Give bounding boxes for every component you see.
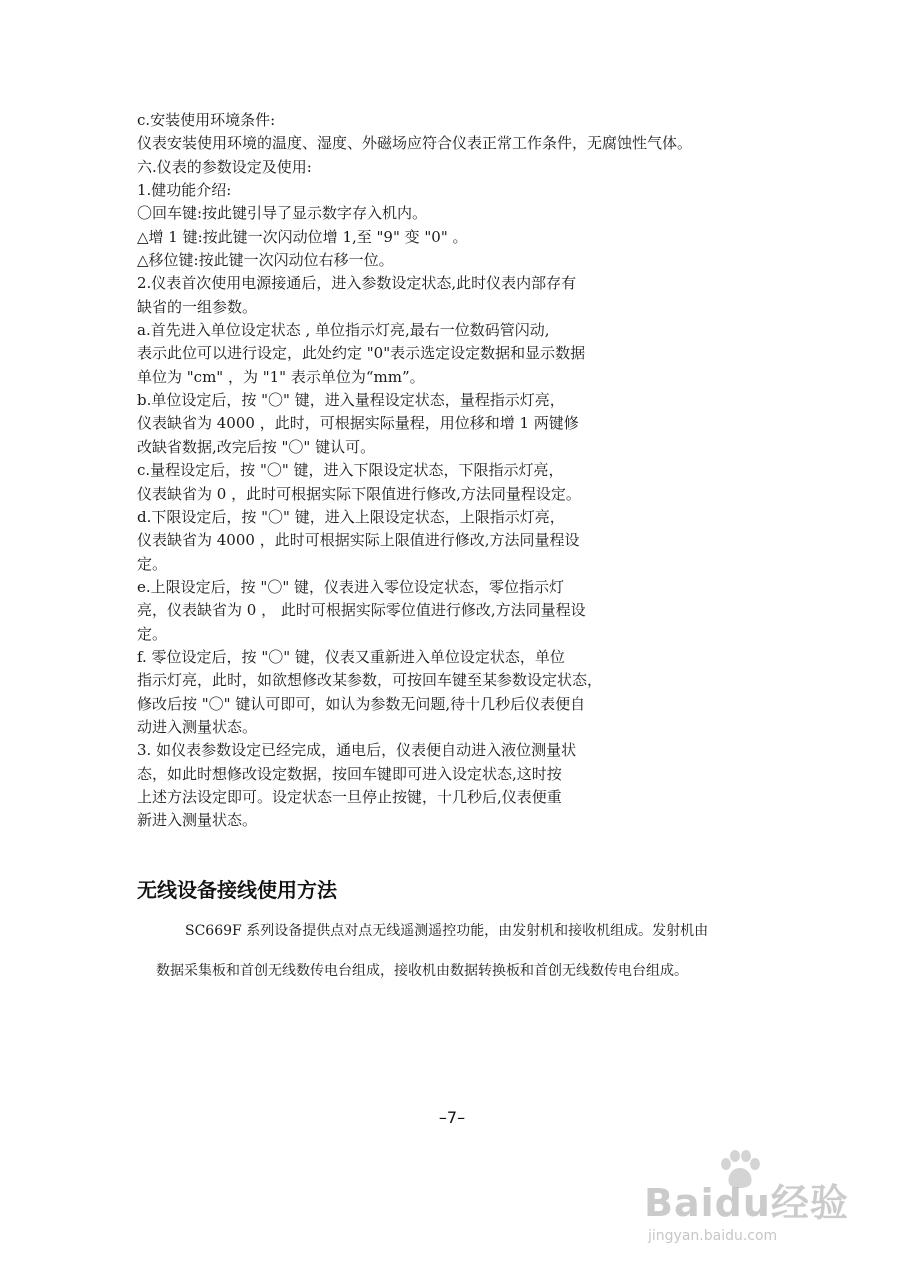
- text-line: c.安装使用环境条件:: [137, 111, 276, 129]
- text-line: 1.健功能介绍:: [137, 181, 232, 200]
- text-line: 上述方法设定即可。设定状态一旦停止按键，十几秒后,仪表便重: [137, 787, 562, 806]
- text-line: 指示灯亮，此时，如欲想修改某参数，可按回车键至某参数设定状态，: [137, 671, 603, 690]
- text-line: 仪表缺省为 4000 ，此时，可根据实际量程，用位移和增 1 两键修: [137, 414, 579, 433]
- paragraph-line: 数据采集板和首创无线数传电台组成，接收机由数据转换板和首创无线数传电台组成。: [156, 963, 688, 979]
- text-line: 缺省的一组参数。: [137, 297, 258, 316]
- text-line: 仪表缺省为 0 ，此时可根据实际下限值进行修改,方法同量程设定。: [137, 484, 581, 503]
- text-line: 3. 如仪表参数设定已经完成，通电后，仪表便自动进入液位测量状: [137, 741, 577, 760]
- text-line: △移位键:按此键一次闪动位右移一位。: [137, 251, 394, 270]
- page-number: –7–: [438, 1108, 466, 1127]
- baidu-watermark: [640, 1148, 850, 1258]
- text-line: 动进入测量状态。: [137, 717, 258, 736]
- text-line: 仪表缺省为 4000 ，此时可根据实际上限值进行修改,方法同量程设: [137, 531, 580, 550]
- watermark-logo: Baidu经验: [644, 1181, 849, 1225]
- text-line: 修改后按 "〇" 键认可即可，如认为参数无问题,待十几秒后仪表便自: [137, 694, 586, 713]
- instruction-text: [137, 109, 777, 833]
- watermark-url: jingyan.baidu.com: [648, 1228, 778, 1244]
- text-line: 仪表安装使用环境的温度、湿度、外磁场应符合仪表正常工作条件，无腐蚀性气体。: [137, 134, 693, 153]
- text-line: 2.仪表首次使用电源接通后，进入参数设定状态,此时仪表内部存有: [137, 274, 577, 293]
- text-line: d.下限设定后，按 "〇" 键，进入上限设定状态，上限指示灯亮，: [137, 507, 565, 526]
- text-line: a.首先进入单位设定状态 , 单位指示灯亮,最右一位数码管闪动,: [137, 321, 550, 340]
- text-line: 单位为 "cm" ，为 "1" 表示单位为“mm”。: [137, 367, 425, 386]
- text-line: 表示此位可以进行设定，此处约定 "0"表示选定设定数据和显示数据: [137, 344, 586, 363]
- section-heading: 无线设备接线使用方法: [137, 878, 337, 902]
- text-line: f. 零位设定后，按 "〇" 键，仪表又重新进入单位设定状态，单位: [137, 647, 565, 666]
- text-line: △增 1 键:按此键一次闪动位增 1,至 "9" 变 "0" 。: [137, 227, 468, 246]
- text-line: 定。: [137, 554, 168, 573]
- text-line: 六.仪表的参数设定及使用:: [137, 157, 312, 176]
- text-line: 改缺省数据,改完后按 "〇" 键认可。: [137, 437, 376, 456]
- paragraph-line: SC669F 系列设备提供点对点无线遥测遥控功能，由发射机和接收机组成。发射机由: [185, 923, 709, 939]
- text-line: 亮，仪表缺省为 0 ， 此时可根据实际零位值进行修改,方法同量程设: [137, 601, 586, 620]
- text-line: 〇回车键:按此键引导了显示数字存入机内。: [137, 204, 428, 223]
- text-line: e.上限设定后，按 "〇" 键，仪表进入零位设定状态，零位指示灯: [137, 577, 564, 596]
- text-line: 新进入测量状态。: [137, 811, 258, 830]
- text-line: c.量程设定后，按 "〇" 键，进入下限设定状态，下限指示灯亮，: [137, 461, 564, 480]
- text-line: 态，如此时想修改设定数据，按回车键即可进入设定状态,这时按: [137, 764, 562, 783]
- text-line: b.单位设定后，按 "〇" 键，进入量程设定状态，量程指示灯亮，: [137, 391, 565, 410]
- text-line: 定。: [137, 624, 168, 643]
